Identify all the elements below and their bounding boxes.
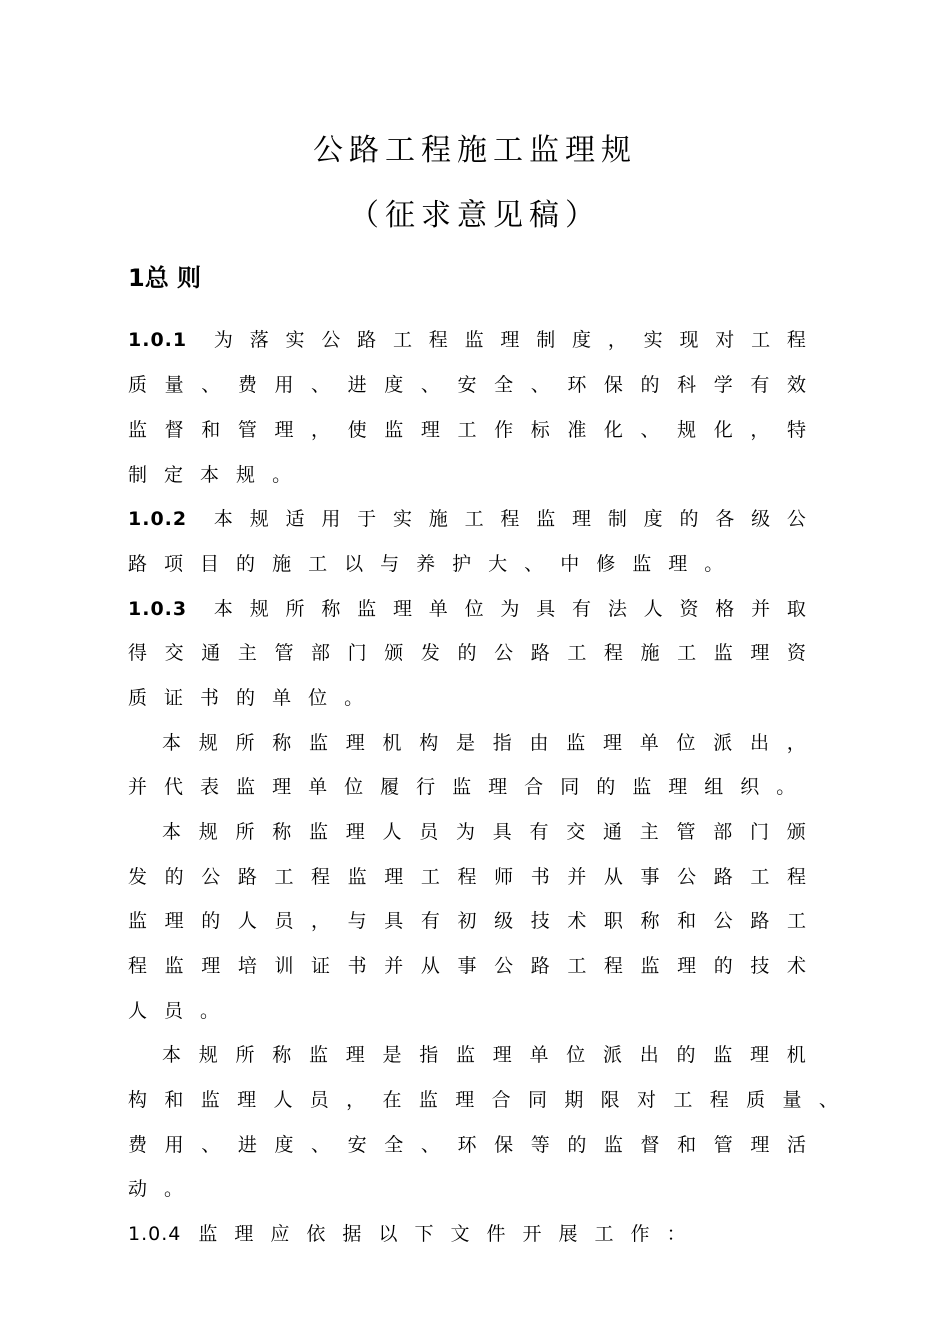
text-line: 路 项 目 的 施 工 以 与 养 护 大 、 中 修 监 理 。: [128, 553, 724, 575]
text-line: 1.0.2 本 规 适 用 于 实 施 工 程 监 理 制 度 的 各 级 公: [128, 504, 806, 534]
text-line: 费 用 、 进 度 、 安 全 、 环 保 等 的 监 督 和 管 理 活: [128, 1134, 806, 1156]
text-line: 程 监 理 培 训 证 书 并 从 事 公 路 工 程 监 理 的 技 术: [128, 955, 806, 977]
text-line: 质 量 、 费 用 、 进 度 、 安 全 、 环 保 的 科 学 有 效: [128, 374, 806, 396]
clause-number: 1.0.3: [128, 598, 188, 620]
text-line: 本 规 所 称 监 理 人 员 为 具 有 交 通 主 管 部 门 颁: [162, 821, 806, 843]
text-line: 人 员 。: [128, 1000, 220, 1022]
clause-number: 1.0.4: [128, 1223, 182, 1245]
text-line: 监 理 的 人 员 ， 与 具 有 初 级 技 术 职 称 和 公 路 工: [128, 910, 806, 932]
text-line: 得 交 通 主 管 部 门 颁 发 的 公 路 工 程 施 工 监 理 资: [128, 642, 806, 664]
text-line: 1.0.4 监 理 应 依 据 以 下 文 件 开 展 工 作 ：: [128, 1219, 703, 1249]
document-subtitle: （征求意见稿）: [349, 198, 601, 233]
clause-number: 1.0.2: [128, 508, 188, 530]
clause-number: 1.0.1: [128, 329, 188, 351]
text-line: 构 和 监 理 人 员 ， 在 监 理 合 同 期 限 对 工 程 质 量 、: [128, 1089, 838, 1111]
text-line: 本 规 所 称 监 理 是 指 监 理 单 位 派 出 的 监 理 机: [162, 1044, 806, 1066]
text-line: 动 。: [128, 1178, 184, 1200]
text-line: 本 规 所 称 监 理 机 构 是 指 由 监 理 单 位 派 出 ，: [162, 732, 806, 754]
section-heading: 1总 则: [128, 264, 202, 292]
text-line: 制 定 本 规 。: [128, 464, 292, 486]
text-line: 监 督 和 管 理 ， 使 监 理 工 作 标 准 化 、 规 化 ， 特: [128, 419, 806, 441]
text-line: 质 证 书 的 单 位 。: [128, 687, 364, 709]
text-line: 1.0.1 为 落 实 公 路 工 程 监 理 制 度 ， 实 现 对 工 程: [128, 325, 806, 355]
text-line: 1.0.3 本 规 所 称 监 理 单 位 为 具 有 法 人 资 格 并 取: [128, 594, 806, 624]
text-line: 并 代 表 监 理 单 位 履 行 监 理 合 同 的 监 理 组 织 。: [128, 776, 796, 798]
document-title: 公路工程施工监理规: [313, 133, 637, 168]
text-line: 发 的 公 路 工 程 监 理 工 程 师 书 并 从 事 公 路 工 程: [128, 866, 806, 888]
